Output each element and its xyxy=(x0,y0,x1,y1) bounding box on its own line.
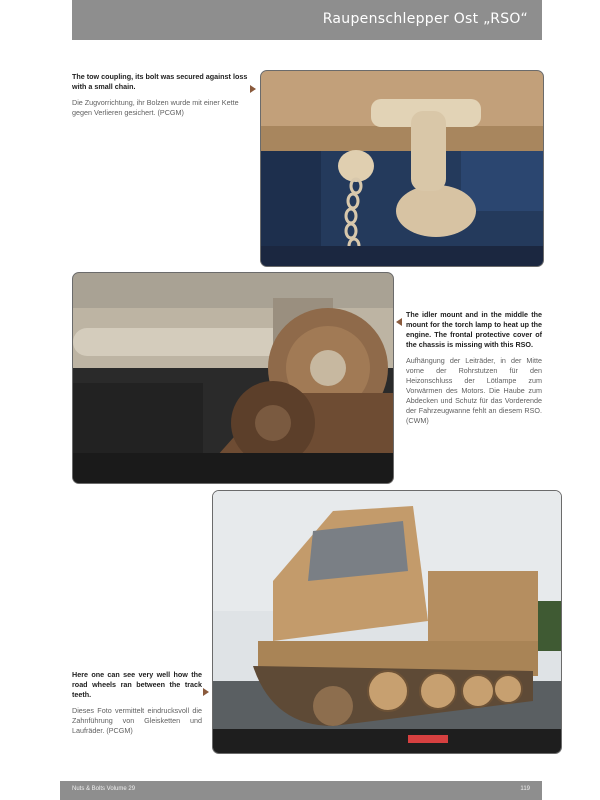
idler-mount-image xyxy=(73,273,393,483)
caption-german: Dieses Foto vermittelt eindrucksvoll die Zahnführung von Gleisketten und Laufräder. (PCGM) xyxy=(72,706,202,735)
photo-rso-vehicle xyxy=(212,490,562,754)
caption-english: The idler mount and in the middle the mount for the torch lamp to heat up the engine. The frontal protective cover of the chassis is missing with this RSO. xyxy=(406,310,542,349)
header-band xyxy=(72,0,542,40)
caption-road-wheels xyxy=(72,670,202,736)
photo-tow-coupling xyxy=(260,70,544,267)
series-name: Nuts & Bolts Volume 29 xyxy=(72,786,136,792)
arrow-right-icon xyxy=(203,688,209,696)
caption-german: Die Zugvorrichtung, ihr Bolzen wurde mit einer Kette gegen Verlieren gesichert. (PCGM) xyxy=(72,98,239,117)
footer-band xyxy=(60,781,542,800)
page-number: 119 xyxy=(520,786,530,792)
arrow-right-icon xyxy=(250,85,256,93)
caption-idler-mount xyxy=(406,310,542,426)
caption-tow-coupling xyxy=(72,72,248,118)
caption-german: Aufhängung der Leiträder, in der Mitte vorne der Rohrstutzen für den Heizonschluss der Lötlampe zum Vorwärmen des Motors. Die Haube zum Abdecken und Schutz für das Vorderende der Fahrzeugwanne fehlt an diesem RSO. (CWM) xyxy=(406,356,542,425)
photo-idler-mount xyxy=(72,272,394,484)
caption-english: Here one can see very well how the road wheels ran between the track teeth. xyxy=(72,670,202,699)
page-title: Raupenschlepper Ost „RSO“ xyxy=(322,11,528,27)
tow-coupling-image xyxy=(261,71,543,266)
rso-vehicle-image xyxy=(213,491,561,753)
caption-english: The tow coupling, its bolt was secured against loss with a small chain. xyxy=(72,72,248,91)
arrow-left-icon xyxy=(396,318,402,326)
